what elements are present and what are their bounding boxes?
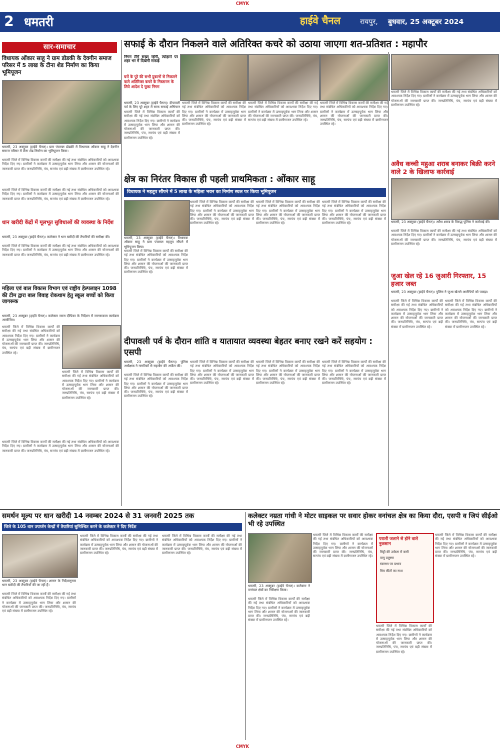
top-story-lead: धमतरी, 23 अक्टूबर (हाईवे चैनल)। दीपावली पर्व के लिए पूरे शहर में साफ सफाई अभियान <box>124 101 180 110</box>
story-1-photo <box>2 80 121 144</box>
page-number: 2 <box>0 12 18 32</box>
info-box-item: मिट्टी की उर्वरता में कमी <box>380 549 409 554</box>
story-3-body: धमतरी जिले में विभिन्न विकास कार्यों की समीक्षा की गई तथा संबंधित अधिकारियों को आवश्यक निर्देश दिए गए। ग्रामीणों ने कार्यक्रम में उत्साहपूर्वक भाग लिया और शासन की योजनाओं की जानकारी प्राप्त की। जनप्रतिनिधि, पंच, सरपंच एवं बड़ी संख्या में ग्रामीणजन उपस्थित रहे। <box>2 325 60 355</box>
story-3-photo <box>62 325 121 369</box>
top-story-headline: सफाई के दौरान निकलने वाले अतिरिक्त कचरे को उठाया जाएगा शत-प्रतिशत : महापौर <box>124 39 428 50</box>
support-story-headline: समर्थन मूल्य पर धान खरीदी 14 नवम्बर 2024 से 31 जनवरी 2025 तक <box>2 512 195 520</box>
top-story-sub: निगम टीमें सख्त रहेंगी, त्योहारों पर शहर भर में दिखेगी सफाई <box>124 55 178 64</box>
info-box-title: पराली जलाने से होने वाले नुकसान <box>379 536 419 547</box>
story-1-headline: विधायक ओंकार साहू ने ग्राम डोडकी के देवगीन समाज परिसर में 5 लाख के टीना शेड निर्माण का किया भूमिपूजन <box>2 56 112 76</box>
story-2-lead: धमतरी, 23 अक्टूबर (हाईवे चैनल)। कलेक्टर ने धान खरीदी की तैयारियों की समीक्षा की। <box>2 235 111 239</box>
paper-name: हाईवे चैनल <box>300 16 341 27</box>
right-story-1-lead: धमतरी, 23 अक्टूबर (हाईवे चैनल)। अवैध शराब के विरुद्ध पुलिस ने कार्रवाई की। <box>391 220 491 224</box>
story-3-body-3: धमतरी जिले में विभिन्न विकास कार्यों की समीक्षा की गई तथा संबंधित अधिकारियों को आवश्यक निर्देश दिए गए। ग्रामीणों ने कार्यक्रम में उत्साहपूर्वक भाग लिया और शासन की योजनाओं की जानकारी प्राप्त की। जनप्रतिनिधि, पंच, सरपंच एवं बड़ी संख्या में ग्रामीणजन उपस्थित रहे। <box>2 440 119 453</box>
top-story-photo-2 <box>248 54 320 101</box>
column-rule-right <box>388 52 389 506</box>
divider <box>2 283 119 284</box>
info-box-item: स्वास्थ्य पर प्रभाव <box>380 562 402 567</box>
masthead <box>0 0 500 34</box>
collector-story-body-2: धमतरी जिले में विभिन्न विकास कार्यों की समीक्षा की गई तथा संबंधित अधिकारियों को आवश्यक निर्देश दिए गए। ग्रामीणों ने कार्यक्रम में उत्साहपूर्वक भाग लिया और शासन की योजनाओं की जानकारी प्राप्त की। जनप्रतिनिधि, पंच, सरपंच एवं बड़ी संख्या में ग्रामीणजन उपस्थित रहे। <box>313 533 373 559</box>
story-1-body-2: धमतरी जिले में विभिन्न विकास कार्यों की समीक्षा की गई तथा संबंधित अधिकारियों को आवश्यक निर्देश दिए गए। ग्रामीणों ने कार्यक्रम में उत्साहपूर्वक भाग लिया और शासन की योजनाओं की जानकारी प्राप्त की। जनप्रतिनिधि, पंच, सरपंच एवं बड़ी संख्या में ग्रामीणजन उपस्थित रहे। <box>2 188 119 201</box>
mid-story-lead: धमतरी, 23 अक्टूबर (हाईवे चैनल)। विधायक ओंकार साहू ने ग्राम पंचायत महतूप सौंपने में भूमिपूजन किया। <box>124 236 188 249</box>
info-box-item: वायु प्रदूषण <box>380 556 394 561</box>
top-story-photo-3 <box>320 54 390 101</box>
right-body-1: धमतरी जिले में विभिन्न विकास कार्यों की समीक्षा की गई तथा संबंधित अधिकारियों को आवश्यक निर्देश दिए गए। ग्रामीणों ने कार्यक्रम में उत्साहपूर्वक भाग लिया और शासन की योजनाओं की जानकारी प्राप्त की। जनप्रतिनिधि, पंच, सरपंच एवं बड़ी संख्या में ग्रामीणजन उपस्थित रहे। <box>391 90 497 107</box>
top-story-body-3: धमतरी जिले में विभिन्न विकास कार्यों की समीक्षा की गई तथा संबंधित अधिकारियों को आवश्यक निर्देश दिए गए। ग्रामीणों ने कार्यक्रम में उत्साहपूर्वक भाग लिया और शासन की योजनाओं की जानकारी प्राप्त की। जनप्रतिनिधि, पंच, सरपंच एवं बड़ी संख्या में ग्रामीणजन उपस्थित रहे। <box>248 101 318 123</box>
bottom-divider <box>0 509 500 510</box>
right-story-1-headline: अवैध कच्ची महुआ शराब बनाकर बिक्री करने वाले 2 के खिलाफ कार्रवाई <box>391 160 496 176</box>
right-story-1-photo <box>391 178 499 220</box>
support-story-photo <box>2 534 78 578</box>
mid-story-body-2: धमतरी जिले में विभिन्न विकास कार्यों की समीक्षा की गई तथा संबंधित अधिकारियों को आवश्यक निर्देश दिए गए। ग्रामीणों ने कार्यक्रम में उत्साहपूर्वक भाग लिया और शासन की योजनाओं की जानकारी प्राप्त की। जनप्रतिनिधि, पंच, सरपंच एवं बड़ी संख्या में ग्रामीणजन उपस्थित रहे। <box>190 200 254 226</box>
bottom-column-rule <box>245 512 246 740</box>
sidebar-header: सार-समाचार <box>2 42 117 53</box>
right-story-2-headline: जुआ खेल रहे 16 जुआरी गिरफ्तार, 15 हजार जब्त <box>391 272 487 288</box>
collector-story-headline: कलेक्टर नम्रता गांधी ने मोटर साइकल पर सवार होकर वनांचल क्षेत्र का किया दौरा, एसपी व जिपं सीईओ भी रहे उपस्थित <box>248 512 498 529</box>
diwali-story-headline: दीपावली पर्व के दौरान शांति व यातायात व्यवस्था बेहतर बनाए रखने करें सहयोग : एसपी <box>124 336 373 357</box>
info-box <box>376 533 434 623</box>
collector-story-body-4: धमतरी जिले में विभिन्न विकास कार्यों की समीक्षा की गई तथा संबंधित अधिकारियों को आवश्यक निर्देश दिए गए। ग्रामीणों ने कार्यक्रम में उत्साहपूर्वक भाग लिया और शासन की योजनाओं की जानकारी प्राप्त की। जनप्रतिनिधि, पंच, सरपंच एवं बड़ी संख्या में ग्रामीणजन उपस्थित रहे। <box>435 533 497 559</box>
mid-story-body-1: धमतरी जिले में विभिन्न विकास कार्यों की समीक्षा की गई तथा संबंधित अधिकारियों को आवश्यक निर्देश दिए गए। ग्रामीणों ने कार्यक्रम में उत्साहपूर्वक भाग लिया और शासन की योजनाओं की जानकारी प्राप्त की। जनप्रतिनिधि, पंच, सरपंच एवं बड़ी संख्या में ग्रामीणजन उपस्थित रहे। <box>124 249 188 275</box>
right-story-2-lead: धमतरी, 23 अक्टूबर (हाईवे चैनल)। पुलिस ने जुआ खेलते आरोपियों को पकड़ा। <box>391 290 489 294</box>
mid-story-photo <box>124 200 190 236</box>
right-story-1-body: धमतरी जिले में विभिन्न विकास कार्यों की समीक्षा की गई तथा संबंधित अधिकारियों को आवश्यक निर्देश दिए गए। ग्रामीणों ने कार्यक्रम में उत्साहपूर्वक भाग लिया और शासन की योजनाओं की जानकारी प्राप्त की। जनप्रतिनिधि, पंच, सरपंच एवं बड़ी संख्या में ग्रामीणजन उपस्थित रहे। <box>391 229 497 246</box>
right-story-2-body-2: धमतरी जिले में विभिन्न विकास कार्यों की समीक्षा की गई तथा संबंधित अधिकारियों को आवश्यक निर्देश दिए गए। ग्रामीणों ने कार्यक्रम में उत्साहपूर्वक भाग लिया और शासन की योजनाओं की जानकारी प्राप्त की। जनप्रतिनिधि, पंच, सरपंच एवं बड़ी संख्या में ग्रामीणजन उपस्थित रहे। <box>445 299 497 329</box>
story-3-lead: धमतरी, 23 अक्टूबर (हाईवे चैनल)। कलेक्टर व्यास दीपिका के निर्देशन में जागरूकता कार्यक्रम आयोजित। <box>2 314 119 323</box>
story-2-body: धमतरी जिले में विभिन्न विकास कार्यों की समीक्षा की गई तथा संबंधित अधिकारियों को आवश्यक निर्देश दिए गए। ग्रामीणों ने कार्यक्रम में उत्साहपूर्वक भाग लिया और शासन की योजनाओं की जानकारी प्राप्त की। जनप्रतिनिधि, पंच, सरपंच एवं बड़ी संख्या में ग्रामीणजन उपस्थित रहे। <box>2 244 119 257</box>
support-story-body-1: धमतरी जिले में विभिन्न विकास कार्यों की समीक्षा की गई तथा संबंधित अधिकारियों को आवश्यक निर्देश दिए गए। ग्रामीणों ने कार्यक्रम में उत्साहपूर्वक भाग लिया और शासन की योजनाओं की जानकारी प्राप्त की। जनप्रतिनिधि, पंच, सरपंच एवं बड़ी संख्या में ग्रामीणजन उपस्थित रहे। <box>2 592 76 614</box>
diwali-story-body-2: धमतरी जिले में विभिन्न विकास कार्यों की समीक्षा की गई तथा संबंधित अधिकारियों को आवश्यक निर्देश दिए गए। ग्रामीणों ने कार्यक्रम में उत्साहपूर्वक भाग लिया और शासन की योजनाओं की जानकारी प्राप्त की। जनप्रतिनिधि, पंच, सरपंच एवं बड़ी संख्या में ग्रामीणजन उपस्थित रहे। <box>190 360 254 386</box>
collector-story-lead: धमतरी, 23 अक्टूबर (हाईवे चैनल)। कलेक्टर ने वनांचल क्षेत्रों का निरीक्षण किया। <box>248 584 310 593</box>
mid-story-body-4: धमतरी जिले में विभिन्न विकास कार्यों की समीक्षा की गई तथा संबंधित अधिकारियों को आवश्यक निर्देश दिए गए। ग्रामीणों ने कार्यक्रम में उत्साहपूर्वक भाग लिया और शासन की योजनाओं की जानकारी प्राप्त की। जनप्रतिनिधि, पंच, सरपंच एवं बड़ी संख्या में ग्रामीणजन उपस्थित रहे। <box>322 200 386 226</box>
collector-story-body-1: धमतरी जिले में विभिन्न विकास कार्यों की समीक्षा की गई तथा संबंधित अधिकारियों को आवश्यक निर्देश दिए गए। ग्रामीणों ने कार्यक्रम में उत्साहपूर्वक भाग लिया और शासन की योजनाओं की जानकारी प्राप्त की। जनप्रतिनिधि, पंच, सरपंच एवं बड़ी संख्या में ग्रामीणजन उपस्थित रहे। <box>248 597 310 623</box>
story-3-body-2: धमतरी जिले में विभिन्न विकास कार्यों की समीक्षा की गई तथा संबंधित अधिकारियों को आवश्यक निर्देश दिए गए। ग्रामीणों ने कार्यक्रम में उत्साहपूर्वक भाग लिया और शासन की योजनाओं की जानकारी प्राप्त की। जनप्रतिनिधि, पंच, सरपंच एवं बड़ी संख्या में ग्रामीणजन उपस्थित रहे। <box>62 370 119 400</box>
support-story-body-3: धमतरी जिले में विभिन्न विकास कार्यों की समीक्षा की गई तथा संबंधित अधिकारियों को आवश्यक निर्देश दिए गए। ग्रामीणों ने कार्यक्रम में उत्साहपूर्वक भाग लिया और शासन की योजनाओं की जानकारी प्राप्त की। जनप्रतिनिधि, पंच, सरपंच एवं बड़ी संख्या में ग्रामीणजन उपस्थित रहे। <box>162 534 242 556</box>
footer-badge: CMYK <box>236 744 249 749</box>
story-1-body: धमतरी जिले में विभिन्न विकास कार्यों की समीक्षा की गई तथा संबंधित अधिकारियों को आवश्यक निर्देश दिए गए। ग्रामीणों ने कार्यक्रम में उत्साहपूर्वक भाग लिया और शासन की योजनाओं की जानकारी प्राप्त की। जनप्रतिनिधि, पंच, सरपंच एवं बड़ी संख्या में ग्रामीणजन उपस्थित रहे। <box>2 158 119 171</box>
mid-story-headline: क्षेत्र का निरंतर विकास ही पहली प्राथमिकता : ओंकार साहू <box>124 175 315 185</box>
story-2-headline: धान खरीदी केंद्रों में मूलभूत सुविधाओं की व्यवस्था के निर्देश <box>2 220 114 226</box>
masthead-city: रायपुर, <box>360 18 378 26</box>
diwali-story-body-4: धमतरी जिले में विभिन्न विकास कार्यों की समीक्षा की गई तथा संबंधित अधिकारियों को आवश्यक निर्देश दिए गए। ग्रामीणों ने कार्यक्रम में उत्साहपूर्वक भाग लिया और शासन की योजनाओं की जानकारी प्राप्त की। जनप्रतिनिधि, पंच, सरपंच एवं बड़ी संख्या में ग्रामीणजन उपस्थित रहे। <box>322 360 386 386</box>
top-story-body-2: धमतरी जिले में विभिन्न विकास कार्यों की समीक्षा की गई तथा संबंधित अधिकारियों को आवश्यक निर्देश दिए गए। ग्रामीणों ने कार्यक्रम में उत्साहपूर्वक भाग लिया और शासन की योजनाओं की जानकारी प्राप्त की। जनप्रतिनिधि, पंच, सरपंच एवं बड़ी संख्या में ग्रामीणजन उपस्थित रहे। <box>182 101 246 127</box>
top-story-body-4: धमतरी जिले में विभिन्न विकास कार्यों की समीक्षा की गई तथा संबंधित अधिकारियों को आवश्यक निर्देश दिए गए। ग्रामीणों ने कार्यक्रम में उत्साहपूर्वक भाग लिया और शासन की योजनाओं की जानकारी प्राप्त की। जनप्रतिनिधि, पंच, सरपंच एवं बड़ी संख्या में ग्रामीणजन उपस्थित रहे। <box>320 101 388 127</box>
right-story-2-body-1: धमतरी जिले में विभिन्न विकास कार्यों की समीक्षा की गई तथा संबंधित अधिकारियों को आवश्यक निर्देश दिए गए। ग्रामीणों ने कार्यक्रम में उत्साहपूर्वक भाग लिया और शासन की योजनाओं की जानकारी प्राप्त की। जनप्रतिनिधि, पंच, सरपंच एवं बड़ी संख्या में ग्रामीणजन उपस्थित रहे। <box>391 299 443 329</box>
diwali-story-lead: धमतरी, 23 अक्टूबर (हाईवे चैनल)। पुलिस अधीक्षक ने नागरिकों से सहयोग की अपील की। <box>124 360 188 369</box>
collector-story-body-3: धमतरी जिले में विभिन्न विकास कार्यों की समीक्षा की गई तथा संबंधित अधिकारियों को आवश्यक निर्देश दिए गए। ग्रामीणों ने कार्यक्रम में उत्साहपूर्वक भाग लिया और शासन की योजनाओं की जानकारी प्राप्त की। जनप्रतिनिधि, पंच, सरपंच एवं बड़ी संख्या में ग्रामीणजन उपस्थित रहे। <box>376 624 432 654</box>
support-story-lead: धमतरी, 23 अक्टूबर (हाईवे चैनल)। शासन के निर्देशानुसार धान खरीदी की तैयारियाँ की जा रही हैं। <box>2 579 76 588</box>
top-story-body-1: धमतरी जिले में विभिन्न विकास कार्यों की समीक्षा की गई तथा संबंधित अधिकारियों को आवश्यक निर्देश दिए गए। ग्रामीणों ने कार्यक्रम में उत्साहपूर्वक भाग लिया और शासन की योजनाओं की जानकारी प्राप्त की। जनप्रतिनिधि, पंच, सरपंच एवं बड़ी संख्या में ग्रामीणजन उपस्थित रहे। <box>124 110 180 140</box>
diwali-story-body-1: धमतरी जिले में विभिन्न विकास कार्यों की समीक्षा की गई तथा संबंधित अधिकारियों को आवश्यक निर्देश दिए गए। ग्रामीणों ने कार्यक्रम में उत्साहपूर्वक भाग लिया और शासन की योजनाओं की जानकारी प्राप्त की। जनप्रतिनिधि, पंच, सरपंच एवं बड़ी संख्या में ग्रामीणजन उपस्थित रहे। <box>124 373 188 399</box>
collector-story-photo <box>248 533 312 583</box>
right-photo-1 <box>391 54 499 90</box>
story-1-lead: धमतरी, 23 अक्टूबर (हाईवे चैनल)। ग्राम पंचायत डोडकी में विधायक ओंकार साहू ने देवगीन समाज परिसर में टीना शेड निर्माण का भूमिपूजन किया। <box>2 145 119 154</box>
top-story-quote: घरों के पूरे की सभी दुकानों से निकलने वाले अतिरिक्त कचरे के निस्तारण के लिये आदेश दे चुका निगम <box>124 74 178 89</box>
masthead-date: बुधवार, 25 अक्टूबर 2024 <box>388 18 464 26</box>
section-name: धमतरी <box>24 15 54 29</box>
support-story-body-2: धमतरी जिले में विभिन्न विकास कार्यों की समीक्षा की गई तथा संबंधित अधिकारियों को आवश्यक निर्देश दिए गए। ग्रामीणों ने कार्यक्रम में उत्साहपूर्वक भाग लिया और शासन की योजनाओं की जानकारी प्राप्त की। जनप्रतिनिधि, पंच, सरपंच एवं बड़ी संख्या में ग्रामीणजन उपस्थित रहे। <box>80 534 158 556</box>
diwali-story-body-3: धमतरी जिले में विभिन्न विकास कार्यों की समीक्षा की गई तथा संबंधित अधिकारियों को आवश्यक निर्देश दिए गए। ग्रामीणों ने कार्यक्रम में उत्साहपूर्वक भाग लिया और शासन की योजनाओं की जानकारी प्राप्त की। जनप्रतिनिधि, पंच, सरपंच एवं बड़ी संख्या में ग्रामीणजन उपस्थित रहे। <box>256 360 320 386</box>
top-badge: CMYK <box>236 1 249 6</box>
mid-story-sub: विधायक ने महतूप सौंपने में 5 लाख के महिला भवन का निर्माण स्थल पर किया भूमिपूजन <box>124 188 386 197</box>
column-rule <box>121 40 122 506</box>
story-3-headline: महिला एवं बाल विकास विभाग एवं राष्ट्रीय हेल्पलाइन 1098 की टीम द्वारा बाल विवाह रोकथाम हेतु स्कूल बच्चों को किया जागरूक <box>2 286 117 305</box>
mid-story-body-3: धमतरी जिले में विभिन्न विकास कार्यों की समीक्षा की गई तथा संबंधित अधिकारियों को आवश्यक निर्देश दिए गए। ग्रामीणों ने कार्यक्रम में उत्साहपूर्वक भाग लिया और शासन की योजनाओं की जानकारी प्राप्त की। जनप्रतिनिधि, पंच, सरपंच एवं बड़ी संख्या में ग्रामीणजन उपस्थित रहे। <box>256 200 320 226</box>
info-box-item: मित्र कीटों का नाश <box>380 568 403 573</box>
support-story-sub: जिले के 105 धान उपार्जन केन्द्रों में तैयारियां सुनिश्चित करने के कलेक्टर ने दिए निर्देश <box>2 523 242 531</box>
top-story-photo-1 <box>180 54 248 101</box>
